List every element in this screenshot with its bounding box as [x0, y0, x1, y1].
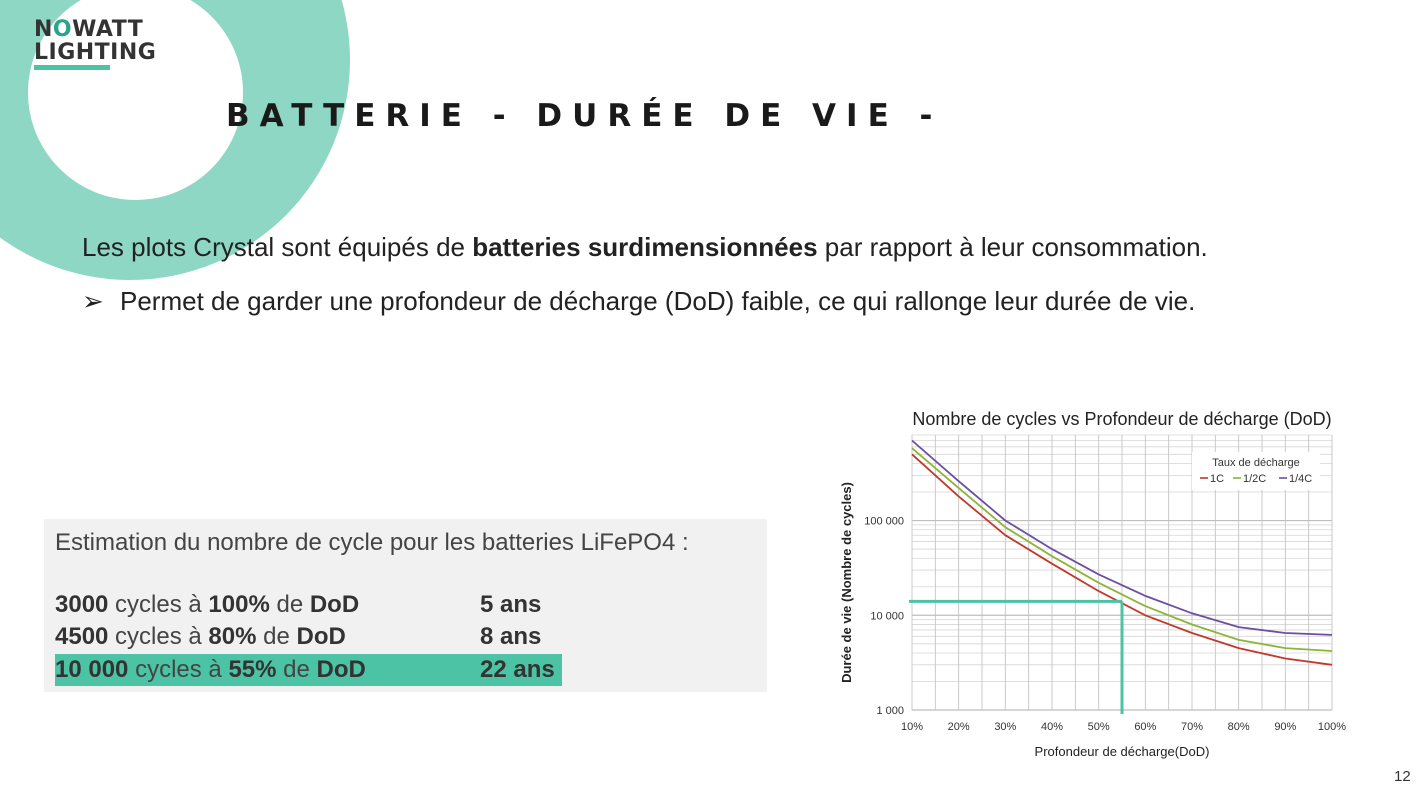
x-tick-label: 10%: [900, 721, 924, 733]
logo-underline: [34, 65, 110, 70]
x-tick-label: 20%: [947, 721, 970, 733]
logo: [34, 18, 156, 70]
estimate-row-2: 4500 cycles à 80% de DoD 8 ans: [55, 621, 346, 653]
legend-entry: 1/2C: [1243, 473, 1267, 485]
estimate-row-1: 3000 cycles à 100% de DoD 5 ans: [55, 589, 359, 621]
y-tick-label: 1 000: [876, 705, 904, 717]
estimate-box: [44, 519, 767, 692]
y-tick-label: 100 000: [864, 515, 904, 528]
x-tick-label: 100%: [1317, 721, 1347, 733]
cycles-vs-dod-chart: [832, 400, 1362, 762]
bullet-text: Permet de garder une profondeur de décharge (DoD) faible, ce qui rallonge leur durée de vie.: [120, 286, 1196, 316]
logo-line-1: NOWATT: [34, 17, 144, 42]
intro-text: Les plots Crystal sont équipés de batteries surdimensionnées par rapport à leur consommation.: [82, 232, 1208, 262]
page-title: BATTERIE - DURÉE DE VIE -: [226, 98, 943, 134]
x-tick-label: 80%: [1227, 721, 1250, 733]
page-number: 12: [1394, 768, 1411, 785]
estimate-years: 5 ans: [480, 591, 542, 618]
estimate-row-highlighted: 10 000 cycles à 55% de DoD 22 ans: [55, 654, 562, 686]
y-axis-label: Durée de vie (Nombre de cycles): [839, 482, 854, 683]
legend-entry: 1C: [1210, 473, 1225, 485]
x-tick-label: 90%: [1274, 721, 1297, 733]
chart-title: Nombre de cycles vs Profondeur de décharge (DoD): [912, 409, 1332, 429]
x-tick-label: 50%: [1087, 721, 1110, 733]
arrow-bullet-icon: ➢: [82, 286, 104, 316]
estimate-title: Estimation du nombre de cycle pour les batteries LiFePO4 :: [55, 529, 689, 556]
y-tick-label: 10 000: [870, 610, 904, 623]
x-tick-label: 70%: [1180, 721, 1204, 733]
x-tick-label: 60%: [1134, 721, 1157, 733]
legend-entry: 1/4C: [1289, 473, 1313, 485]
legend-title: Taux de décharge: [1212, 457, 1300, 469]
x-tick-label: 30%: [994, 721, 1017, 733]
estimate-years: 22 ans: [480, 656, 555, 683]
intro-bold: batteries surdimensionnées: [472, 232, 818, 262]
logo-line-2: LIGHTING: [34, 40, 157, 65]
x-tick-label: 40%: [1040, 721, 1064, 733]
bullet-point: [82, 286, 1195, 317]
estimate-years: 8 ans: [480, 623, 542, 650]
x-axis-label: Profondeur de décharge(DoD): [1034, 744, 1210, 759]
